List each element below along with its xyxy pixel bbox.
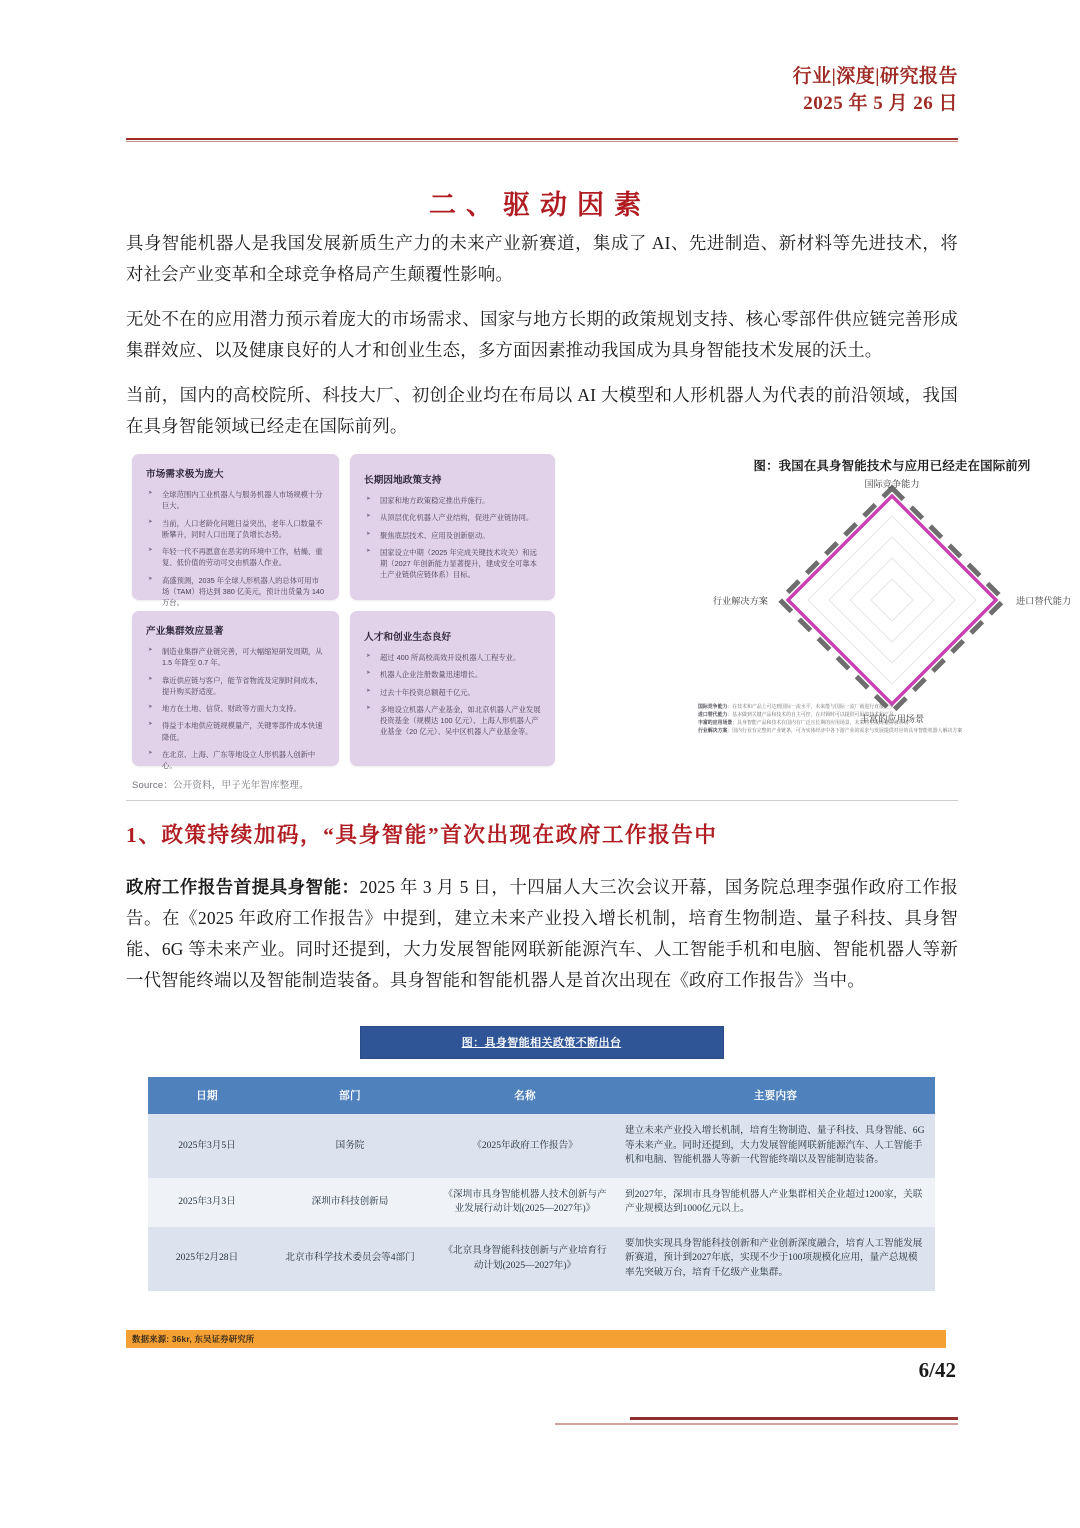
figure-source-label: Source：公开资料，甲子光年智库整理。 — [132, 780, 309, 791]
bullet: ➤ 年轻一代不再愿意在恶劣的环境中工作，枯燥、重复、低价值的劳动可交由机器人作业。 — [146, 546, 326, 569]
panel-title: 长期因地政策支持 — [364, 475, 442, 486]
annotation-label: 国际竞争能力 — [698, 705, 728, 710]
bullet: ➤ 在北京、上海、广东等地设立人形机器人创新中心。 — [146, 749, 326, 772]
radar-chart-title: 图：我国在具身智能技术与应用已经走在国际前列 — [753, 459, 1031, 473]
footer-divider-secondary — [555, 1423, 958, 1425]
column-header-content: 主要内容 — [616, 1077, 935, 1114]
column-header-date: 日期 — [148, 1077, 266, 1114]
driver-panel-policy-support — [350, 454, 555, 600]
radar-grid-ring-20 — [871, 579, 913, 621]
table-head — [148, 1077, 935, 1114]
bullet: ➤ 当前，人口老龄化问题日益突出，老年人口数量不断攀升，同时人口出现了负增长态势。 — [146, 518, 326, 541]
drivers-panel-grid — [132, 454, 562, 777]
annotation-label: 进口替代能力 — [698, 712, 728, 718]
table-body — [148, 1114, 935, 1291]
driver-panel-talent-ecosystem — [350, 611, 555, 766]
radar-chart-figure — [696, 452, 1080, 797]
paragraph: 当前，国内的高校院所、科技大厂、初创企业均在布局以 AI 大模型和人形机器人为代表的前沿领域，我国在具身智能领域已经走在国际前列。 — [126, 384, 958, 436]
header-divider — [126, 138, 958, 140]
cell-date: 2025年3月5日 — [148, 1114, 266, 1178]
radar-axis-label-bottom: 丰富的应用场景 — [859, 714, 925, 724]
bullet: ➤ 从顶层优化机器人产业结构，促进产业链协同。 — [364, 512, 542, 523]
panel-bullets — [364, 652, 542, 738]
bullet: ➤ 机器人企业注册数量迅速增长。 — [364, 669, 542, 680]
annotation-row: 国际竞争能力：在技术和产品上可达到国际一流水平，未来能与国际一流厂商进行直接竞争 — [698, 705, 894, 710]
annotation-text: 在技术和产品上可达到国际一流水平，未来能与国际一流厂商进行直接竞争 — [732, 705, 894, 710]
panel-bullets — [146, 489, 326, 609]
policy-table-block — [148, 1026, 935, 1291]
bullet: ➤ 超过 400 所高校高效开设机器人工程专业。 — [364, 652, 542, 663]
table-row — [148, 1114, 935, 1178]
figure-drivers — [126, 452, 1072, 802]
bullet: ➤ 制造业集群产业链完善，可大幅缩短研发周期，从 1.5 年降至 0.7 年。 — [146, 646, 326, 669]
bullet: ➤ 聚焦底层技术、应用及创新驱动。 — [364, 530, 542, 541]
cell-date: 2025年2月28日 — [148, 1227, 266, 1291]
bullet: ➤ 多地设立机器人产业基金，如北京机器人产业发展投资基金（规模达 100 亿元）、上海人形机器人产业基金（20 亿元）、吴中区机器人产业基金等。 — [364, 704, 542, 738]
annotation-text: 国内行业有完整的产业链条，可为实体经济中各下游产业的需求与发展提供对应的具身智能机器人解决方案 — [732, 728, 963, 734]
paragraph: 无处不在的应用潜力预示着庞大的市场需求、国家与地方长期的政策规划支持、核心零部件供应链完善形成集群效应、以及健康良好的人才和创业生态，多方面因素推动我国成为具身智能技术发展的沃土。 — [126, 308, 958, 360]
radar-grid-ring-60 — [829, 537, 955, 663]
radar-grid-ring-40 — [850, 558, 934, 642]
annotation-row: 行业解决方案：国内行业有完整的产业链条，可为实体经济中各下游产业的需求与发展提供对应的具身智能机器人解决方案 — [698, 728, 963, 734]
policy-table — [148, 1077, 935, 1291]
table-title-text: 图：具身智能相关政策不断出台 — [461, 1037, 622, 1049]
table-title-bar — [360, 1026, 724, 1059]
cell-name: 《深圳市具身智能机器人技术创新与产业发展行动计划(2025—2027年)》 — [434, 1178, 616, 1227]
cell-content: 建立未来产业投入增长机制，培育生物制造、量子科技、具身智能、6G等未来产业。同时还提到，大力发展智能网联新能源汽车、人工智能手机和电脑、智能机器人等新一代智能终端以及智能制造装备。 — [616, 1114, 935, 1178]
bullet: ➤ 靠近供应链与客户，能节省物流及定制时间成本，提升购买舒适度。 — [146, 675, 326, 698]
table-header-row — [148, 1077, 935, 1114]
annotation-label: 丰富的应用场景 — [698, 720, 733, 726]
radar-chart-svg — [696, 474, 1080, 726]
bullet: ➤ 过去十年投资总额超千亿元。 — [364, 687, 542, 698]
annotation-text: 基本做到关键产品和技术的自主可控，在封锁时可以提供可用的技术和产品 — [732, 712, 894, 718]
panel-bullets — [146, 646, 326, 772]
footer-source-bar — [126, 1330, 946, 1348]
cell-name: 《北京具身智能科技创新与产业培育行动计划(2025—2027年)》 — [434, 1227, 616, 1291]
bullet: ➤ 高盛预测，2035 年全球人形机器人的总体可用市场（TAM）将达到 380 亿美元，预计出货量为 140 万台。 — [146, 575, 326, 609]
report-type-label: 行业|深度|研究报告 — [792, 66, 958, 87]
page-header — [0, 64, 1080, 118]
table-row — [148, 1178, 935, 1227]
page-number: 6/42 — [918, 1358, 956, 1382]
annotation-label: 行业解决方案 — [698, 728, 728, 734]
annotation-row: 进口替代能力：基本做到关键产品和技术的自主可控，在封锁时可以提供可用的技术和产品 — [698, 712, 894, 718]
cell-dept: 国务院 — [266, 1114, 434, 1178]
panel-title: 市场需求极为庞大 — [146, 469, 224, 480]
table-row — [148, 1227, 935, 1291]
panel-bullets — [364, 495, 542, 581]
policy-paragraph — [126, 872, 958, 996]
cell-dept: 北京市科学技术委员会等4部门 — [266, 1227, 434, 1291]
intro-paragraphs — [126, 228, 958, 456]
radar-axis-label-left: 行业解决方案 — [712, 596, 768, 606]
bullet: ➤ 全球范围内工业机器人与服务机器人市场规模十分巨大。 — [146, 489, 326, 512]
cell-date: 2025年3月3日 — [148, 1178, 266, 1227]
policy-paragraph-block — [126, 872, 958, 996]
radar-series-polygon — [788, 496, 996, 704]
figure-bottom-divider — [126, 800, 958, 801]
driver-panel-market-demand — [132, 454, 339, 608]
radar-grid-ring-80 — [808, 516, 976, 684]
cell-dept: 深圳市科技创新局 — [266, 1178, 434, 1227]
column-header-name: 名称 — [434, 1077, 616, 1114]
paragraph: 具身智能机器人是我国发展新质生产力的未来产业新赛道，集成了 AI、先进制造、新材料等先进技术，将对社会产业变革和全球竞争格局产生颠覆性影响。 — [126, 233, 958, 284]
radar-axis-label-right: 进口替代能力 — [1016, 596, 1072, 606]
driver-panel-industry-cluster — [132, 611, 339, 771]
cell-content: 要加快实现具身智能科技创新和产业创新深度融合，培育人工智能发展新赛道，预计到2027年底，实现不少于100项规模化应用，量产总规模率先突破万台，培育千亿级产业集群。 — [616, 1227, 935, 1291]
subsection-title: 1、政策持续加码，“具身智能”首次出现在政府工作报告中 — [126, 823, 718, 847]
bullet: ➤ 国家和地方政策稳定推出并施行。 — [364, 495, 542, 506]
radar-outer-boundary — [780, 488, 1004, 712]
footer-divider-primary — [630, 1417, 958, 1420]
radar-chart-annotations — [698, 704, 998, 736]
column-header-dept: 部门 — [266, 1077, 434, 1114]
panel-title: 人才和创业生态良好 — [364, 632, 452, 643]
report-date-label: 2025 年 5 月 26 日 — [803, 92, 958, 114]
header-divider-secondary — [126, 141, 958, 142]
bullet: ➤ 得益于本地供应链规模量产，关键零部件成本快速降低。 — [146, 720, 326, 743]
cell-content: 到2027年，深圳市具身智能机器人产业集群相关企业超过1200家，关联产业规模达到1000亿元以上。 — [616, 1178, 935, 1227]
cell-name: 《2025年政府工作报告》 — [434, 1114, 616, 1178]
policy-body: 2025 年 3 月 5 日，十四届人大三次会议开幕，国务院总理李强作政府工作报告。在《2025 年政府工作报告》中提到，建立未来产业投入增长机制，培育生物制造、量子科技、具身智能、6G 等未来产业。同时还提到，大力发展智能网联新能源汽车、人工智能手机和电脑、智能机器人等新一代智能终端以及智能制造装备。具身智能和智能机器人是首次出现在《政府工作报告》当中。 — [126, 877, 958, 990]
radar-axis-label-top: 国际竞争能力 — [864, 479, 920, 489]
annotation-text: 具身智能产品和技术在国内有广泛且长期的应用场景，未来将生成海量需求市场 — [737, 720, 909, 726]
policy-lead: 政府工作报告首提具身智能： — [126, 877, 360, 897]
footer-source-text: 数据来源: 36kr, 东吴证券研究所 — [132, 1334, 255, 1344]
annotation-row: 丰富的应用场景：具身智能产品和技术在国内有广泛且长期的应用场景，未来将生成海量需求市场 — [698, 720, 909, 726]
bullet: ➤ 国家设立中期（2025 年完成关键技术攻关）和远期（2027 年创新能力显著提升，建成安全可靠本土产业链供应链体系）目标。 — [364, 547, 542, 581]
bullet: ➤ 地方在土地、信贷、财政等方面大力支持。 — [146, 703, 326, 714]
section-title: 二、驱动因素 — [429, 190, 651, 220]
panel-title: 产业集群效应显著 — [146, 626, 224, 637]
